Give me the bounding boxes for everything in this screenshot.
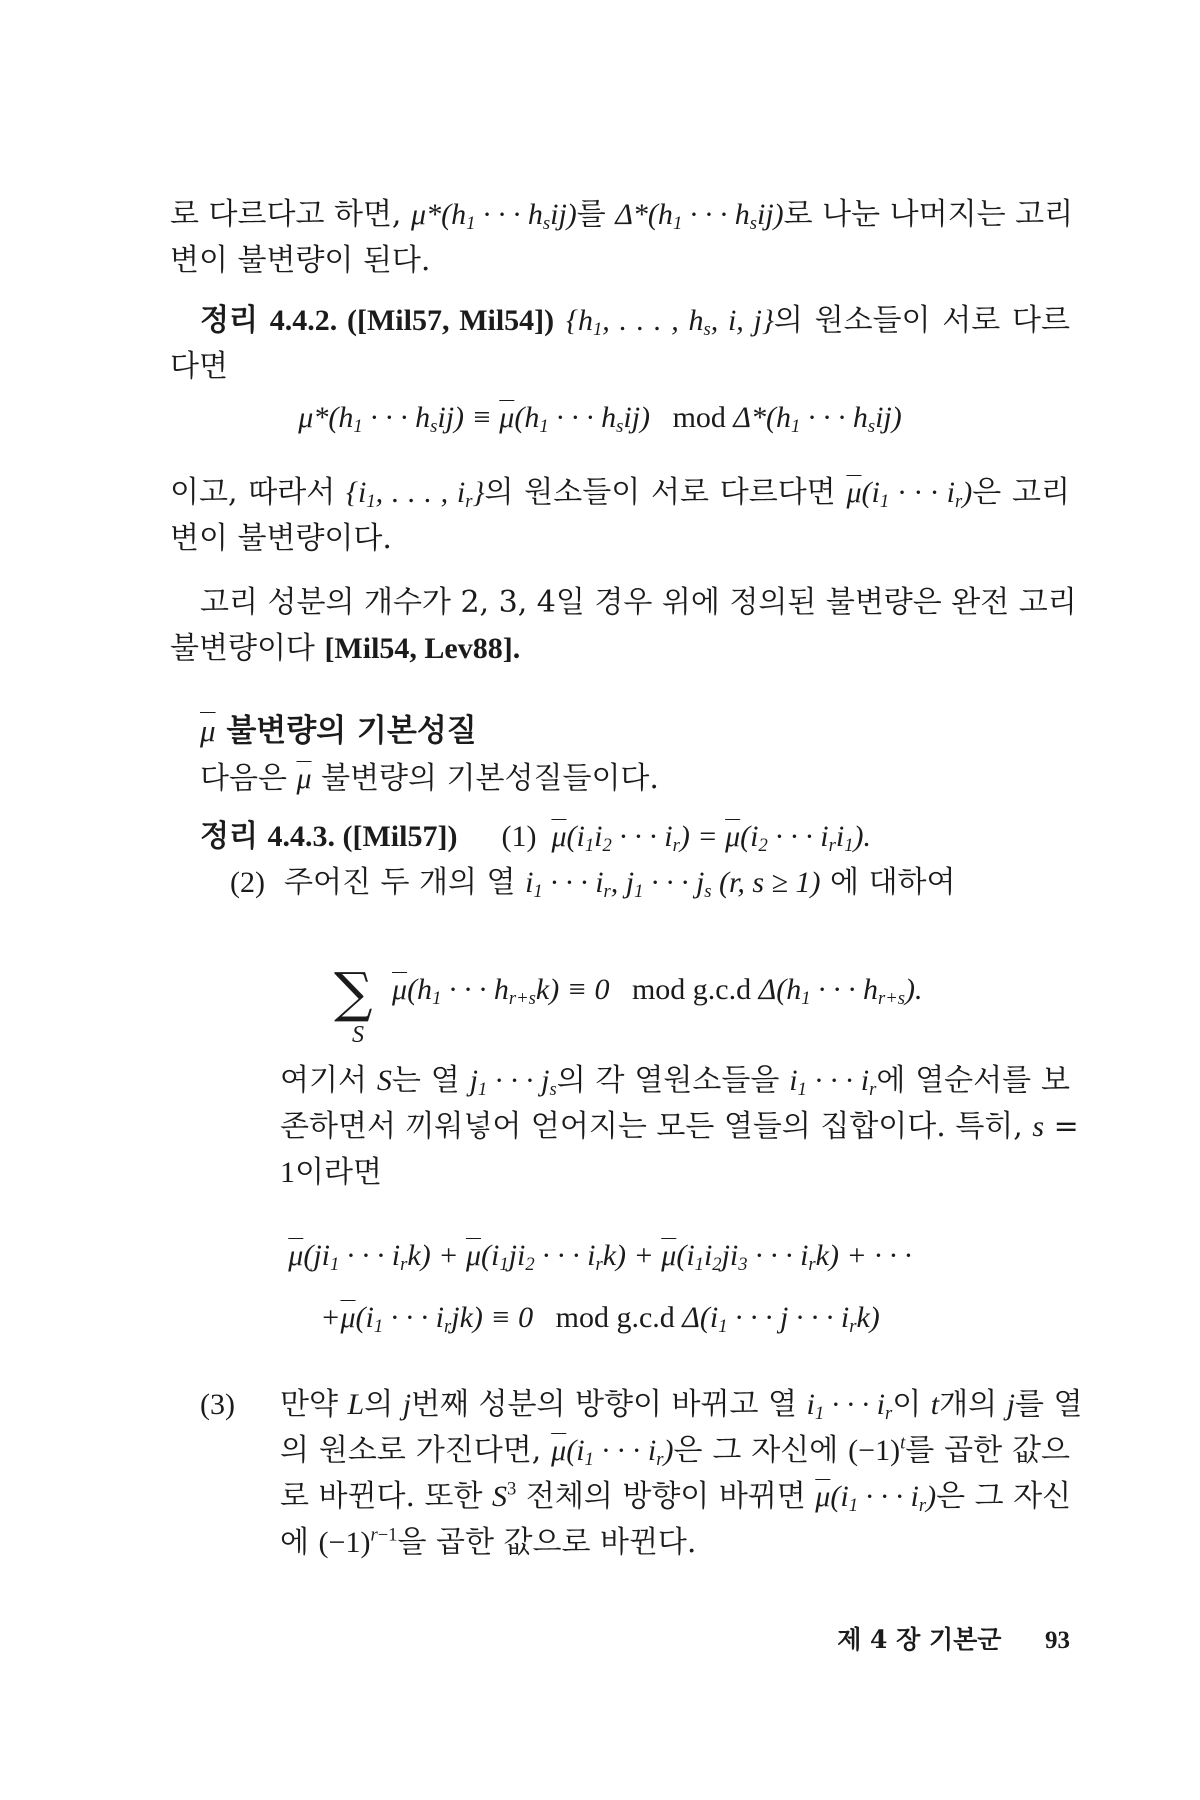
item-3-line-3: 로 바뀐다. 또한 $S^3$ 전체의 방향이 바뀌면 $\overline{\mu}(i_1$ · · · $i_r$)은 그 자신 bbox=[280, 1478, 1072, 1517]
paragraph-2 bbox=[170, 470, 1070, 562]
theorem-4-4-3-header bbox=[200, 814, 1060, 860]
equation-expansion-line-1: $\overline{\mu}(ji_1$ · · · $i_rk) + \overline{\mu}(i_1ji_2$ · · · $i_rk) + \overline{\mu}(i_1i_2ji_3$ · · · $i_rk$) + · · · bbox=[288, 1239, 912, 1276]
theorem-label: 정리 bbox=[200, 819, 258, 854]
paragraph-2-line-1: 이고, 따라서 {$i_1$, . . . , $i_r$}의 원소들이 서로 다르다면 $\overline{\mu}(i_1$ · · · $i_r$)은 고리 bbox=[170, 475, 1070, 513]
section-mu-bar: $\overline{\mu}$ bbox=[200, 713, 216, 748]
equation-summation: $\overline{\mu}(h_1$ · · · $h_{r+s}k) \equiv 0$ mod g.c.d $\Delta(h_1$ · · · $h_{r+s}$). bbox=[392, 973, 923, 1010]
item-3 bbox=[280, 1382, 1083, 1566]
set-S: S bbox=[376, 1064, 392, 1097]
section-title: 불변량의 기본성질 bbox=[226, 713, 477, 749]
i-set: {$i_1$, . . . , $i_r$} bbox=[346, 476, 485, 513]
theorem-label: 정리 bbox=[200, 303, 258, 338]
item-3-number: (3) bbox=[200, 1388, 235, 1421]
citation: [Mil54, Lev88]. bbox=[324, 632, 521, 665]
paragraph-3-line-1: 고리 성분의 개수가 2, 3, 4일 경우 위에 정의된 불변량은 완전 고리 bbox=[200, 585, 1077, 620]
theorem-number: 4.4.3. ([Mil57]) bbox=[267, 820, 458, 853]
i-sequence: $i_1$ · · · $i_r$ bbox=[789, 1064, 877, 1101]
delta-star-expr: $\Delta*(h_1$ · · · $h_sij$) bbox=[615, 198, 784, 235]
mu-bar-symbol: $\overline{\mu}$ bbox=[296, 762, 312, 795]
paragraph-5-line-3: 1이라면 bbox=[280, 1155, 382, 1190]
theorem-4-4-3 bbox=[200, 814, 1060, 906]
item-3-line-1: 만약 L의 j번째 성분의 방향이 바뀌고 열 $i_1$ · · · $i_r$이 t개의 j를 열 bbox=[280, 1387, 1083, 1425]
paragraph-5 bbox=[280, 1058, 1079, 1196]
equation-expansion-line-2: $+\overline{\mu}(i_1$ · · · $i_rjk) \equiv 0$ mod g.c.d $\Delta(i_1$ · · · j · · · $i_rk$) bbox=[320, 1301, 880, 1338]
chapter-label: 제 4 장 기본군 bbox=[837, 1625, 1002, 1654]
section-heading bbox=[200, 708, 477, 754]
index-set: {$h_1$, . . . , $h_s$, i, j} bbox=[565, 304, 774, 341]
paragraph-5-line-2: 존하면서 끼워넣어 얻어지는 모든 열들의 집합이다. 특히, s = bbox=[280, 1109, 1079, 1144]
summation-symbol: ∑ bbox=[334, 961, 373, 1024]
theorem-4-4-2 bbox=[170, 298, 1070, 390]
paragraph-1 bbox=[170, 192, 1074, 284]
item-2-sequences: $i_1$ · · · $i_r$, $j_1$ · · · $j_s$ (r, s ≥ 1) bbox=[525, 866, 821, 903]
page-footer bbox=[837, 1620, 1070, 1656]
mu-bar-expr: $\overline{\mu}(i_1$ · · · $i_r$) bbox=[846, 476, 973, 513]
theorem-4-4-2-line-2: 다면 bbox=[170, 349, 228, 384]
paragraph-4 bbox=[200, 756, 1060, 802]
mu-star-expr: $\mu*(h_1$ · · · $h_sij$) bbox=[411, 198, 577, 235]
paragraph-2-line-2: 변이 불변량이다. bbox=[170, 521, 392, 556]
paragraph-3-line-2: 불변량이다 [Mil54, Lev88]. bbox=[170, 631, 521, 666]
j-sequence: $j_1$ · · · $j_s$ bbox=[469, 1064, 557, 1101]
paragraph-1-line-1: 로 다르다고 하면, $\mu*(h_1$ · · · $h_sij$)를 $\Delta*(h_1$ · · · $h_sij$)로 나눈 나머지는 고리 bbox=[170, 197, 1074, 235]
paragraph-3 bbox=[170, 580, 1077, 672]
paragraph-5-line-1: 여기서 S는 열 $j_1$ · · · $j_s$의 각 열원소들을 $i_1$ · · · $i_r$에 열순서를 보 bbox=[280, 1063, 1070, 1101]
paragraph-4-line: 다음은 $\overline{\mu}$ 불변량의 기본성질들이다. bbox=[200, 761, 659, 796]
paragraph-1-line-2: 변이 불변량이 된다. bbox=[170, 243, 431, 278]
item-2-number: (2) bbox=[230, 866, 265, 899]
summation-index: S bbox=[352, 1022, 364, 1048]
item-3-line-4: 에 $(-1)^{r-1}$을 곱한 값으로 바뀐다. bbox=[280, 1524, 697, 1560]
item-3-line-2: 의 원소로 가진다면, $\overline{\mu}(i_1$ · · · $i_r$)은 그 자신에 $(-1)^t$를 곱한 값으 bbox=[280, 1432, 1070, 1471]
page-number: 93 bbox=[1045, 1627, 1070, 1654]
theorem-4-4-2-header: 정리 4.4.2. ([Mil57, Mil54]) {$h_1$, . . . , $h_s$, i, j}의 원소들이 서로 다르 bbox=[200, 303, 1071, 341]
item-1: (1) $\overline{\mu}(i_1i_2$ · · · $i_r) = \overline{\mu}(i_2$ · · · $i_ri_1$). bbox=[501, 820, 872, 857]
equation-mu-congruence: $\mu*(h_1$ · · · $h_sij) \equiv \overline{\mu}(h_1$ · · · $h_sij$) mod $\Delta*(h_1$ · · · $h_sij$) bbox=[298, 401, 902, 438]
item-2: (2) 주어진 두 개의 열 $i_1$ · · · $i_r$, $j_1$ · · · $j_s$ (r, s ≥ 1) 에 대하여 bbox=[230, 865, 956, 903]
theorem-number: 4.4.2. ([Mil57, Mil54]) bbox=[269, 304, 555, 337]
